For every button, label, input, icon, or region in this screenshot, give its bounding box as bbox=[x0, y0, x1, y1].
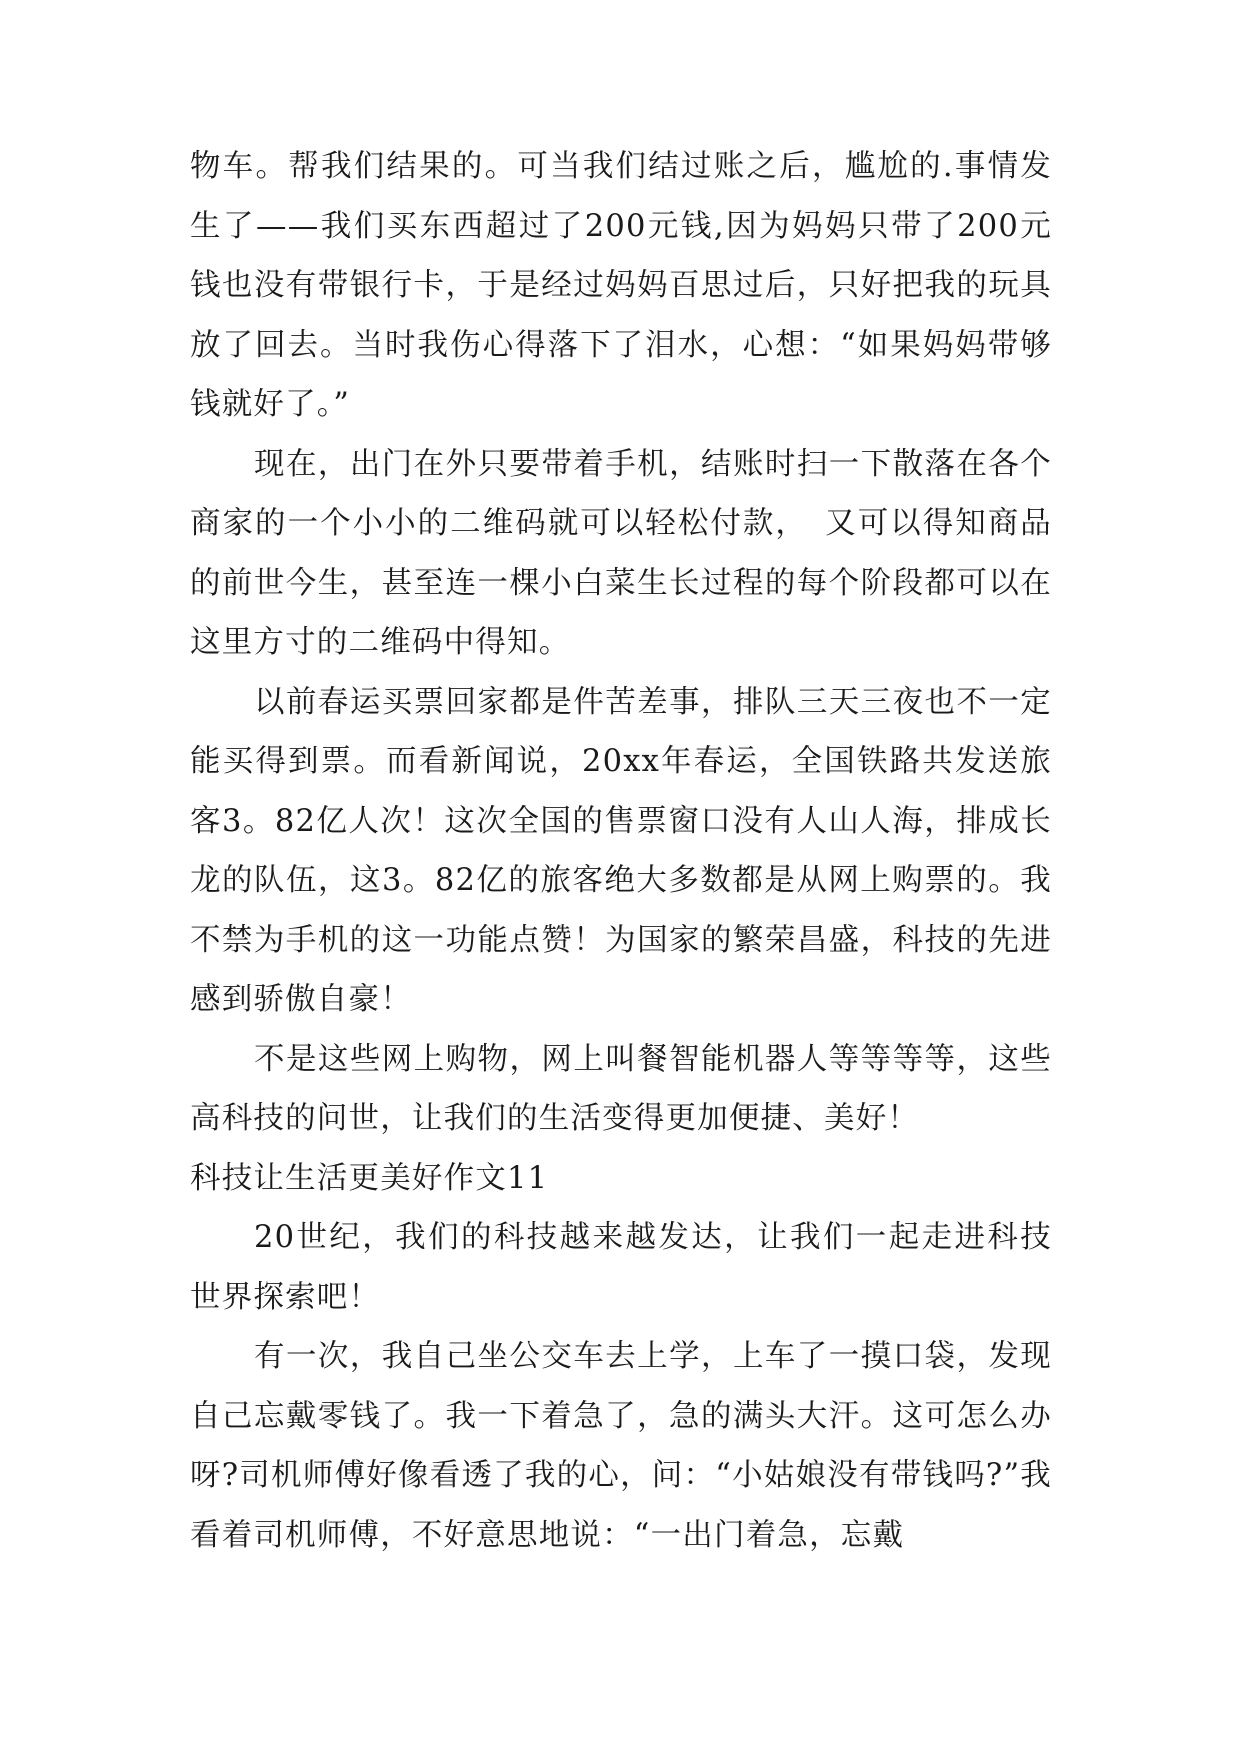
paragraph-6: 有一次，我自己坐公交车去上学，上车了一摸口袋，发现自己忘戴零钱了。我一下着急了，急的满头大汗。这可怎么办呀?司机师傅好像看透了我的心，问：“小姑娘没有带钱吗?”我看着司机师傅，不好意思地说：“一出门着急，忘戴 bbox=[190, 1339, 1053, 1553]
section-heading: 科技让生活更美好作文11 bbox=[190, 1160, 549, 1196]
paragraph-3: 以前春运买票回家都是件苦差事，排队三天三夜也不一定能买得到票。而看新闻说，20xx年春运，全国铁路共发送旅客3。82亿人次！这次全国的售票窗口没有人山人海，排成长龙的队伍，这3。82亿的旅客绝大多数都是从网上购票的。我不禁为手机的这一功能点赞！为国家的繁荣昌盛，科技的先进感到骄傲自豪！ bbox=[190, 684, 1052, 1017]
paragraph-5: 20世纪，我们的科技越来越发达，让我们一起走进科技世界探索吧！ bbox=[190, 1220, 1052, 1315]
document-body bbox=[190, 137, 1052, 1565]
paragraph-2: 现在，出门在外只要带着手机，结账时扫一下散落在各个商家的一个小小的二维码就可以轻松付款， 又可以得知商品的前世今生，甚至连一棵小白菜生长过程的每个阶段都可以在这里方寸的二维码中得知。 bbox=[190, 446, 1052, 660]
paragraph-1: 物车。帮我们结果的。可当我们结过账之后，尴尬的.事情发生了——我们买东西超过了200元钱,因为妈妈只带了200元钱也没有带银行卡，于是经过妈妈百思过后，只好把我的玩具放了回去。当时我伤心得落下了泪水，心想：“如果妈妈带够钱就好了。” bbox=[190, 149, 1052, 422]
paragraph-4: 不是这些网上购物，网上叫餐智能机器人等等等等，这些高科技的问世，让我们的生活变得更加便捷、美好！ bbox=[190, 1041, 1052, 1136]
